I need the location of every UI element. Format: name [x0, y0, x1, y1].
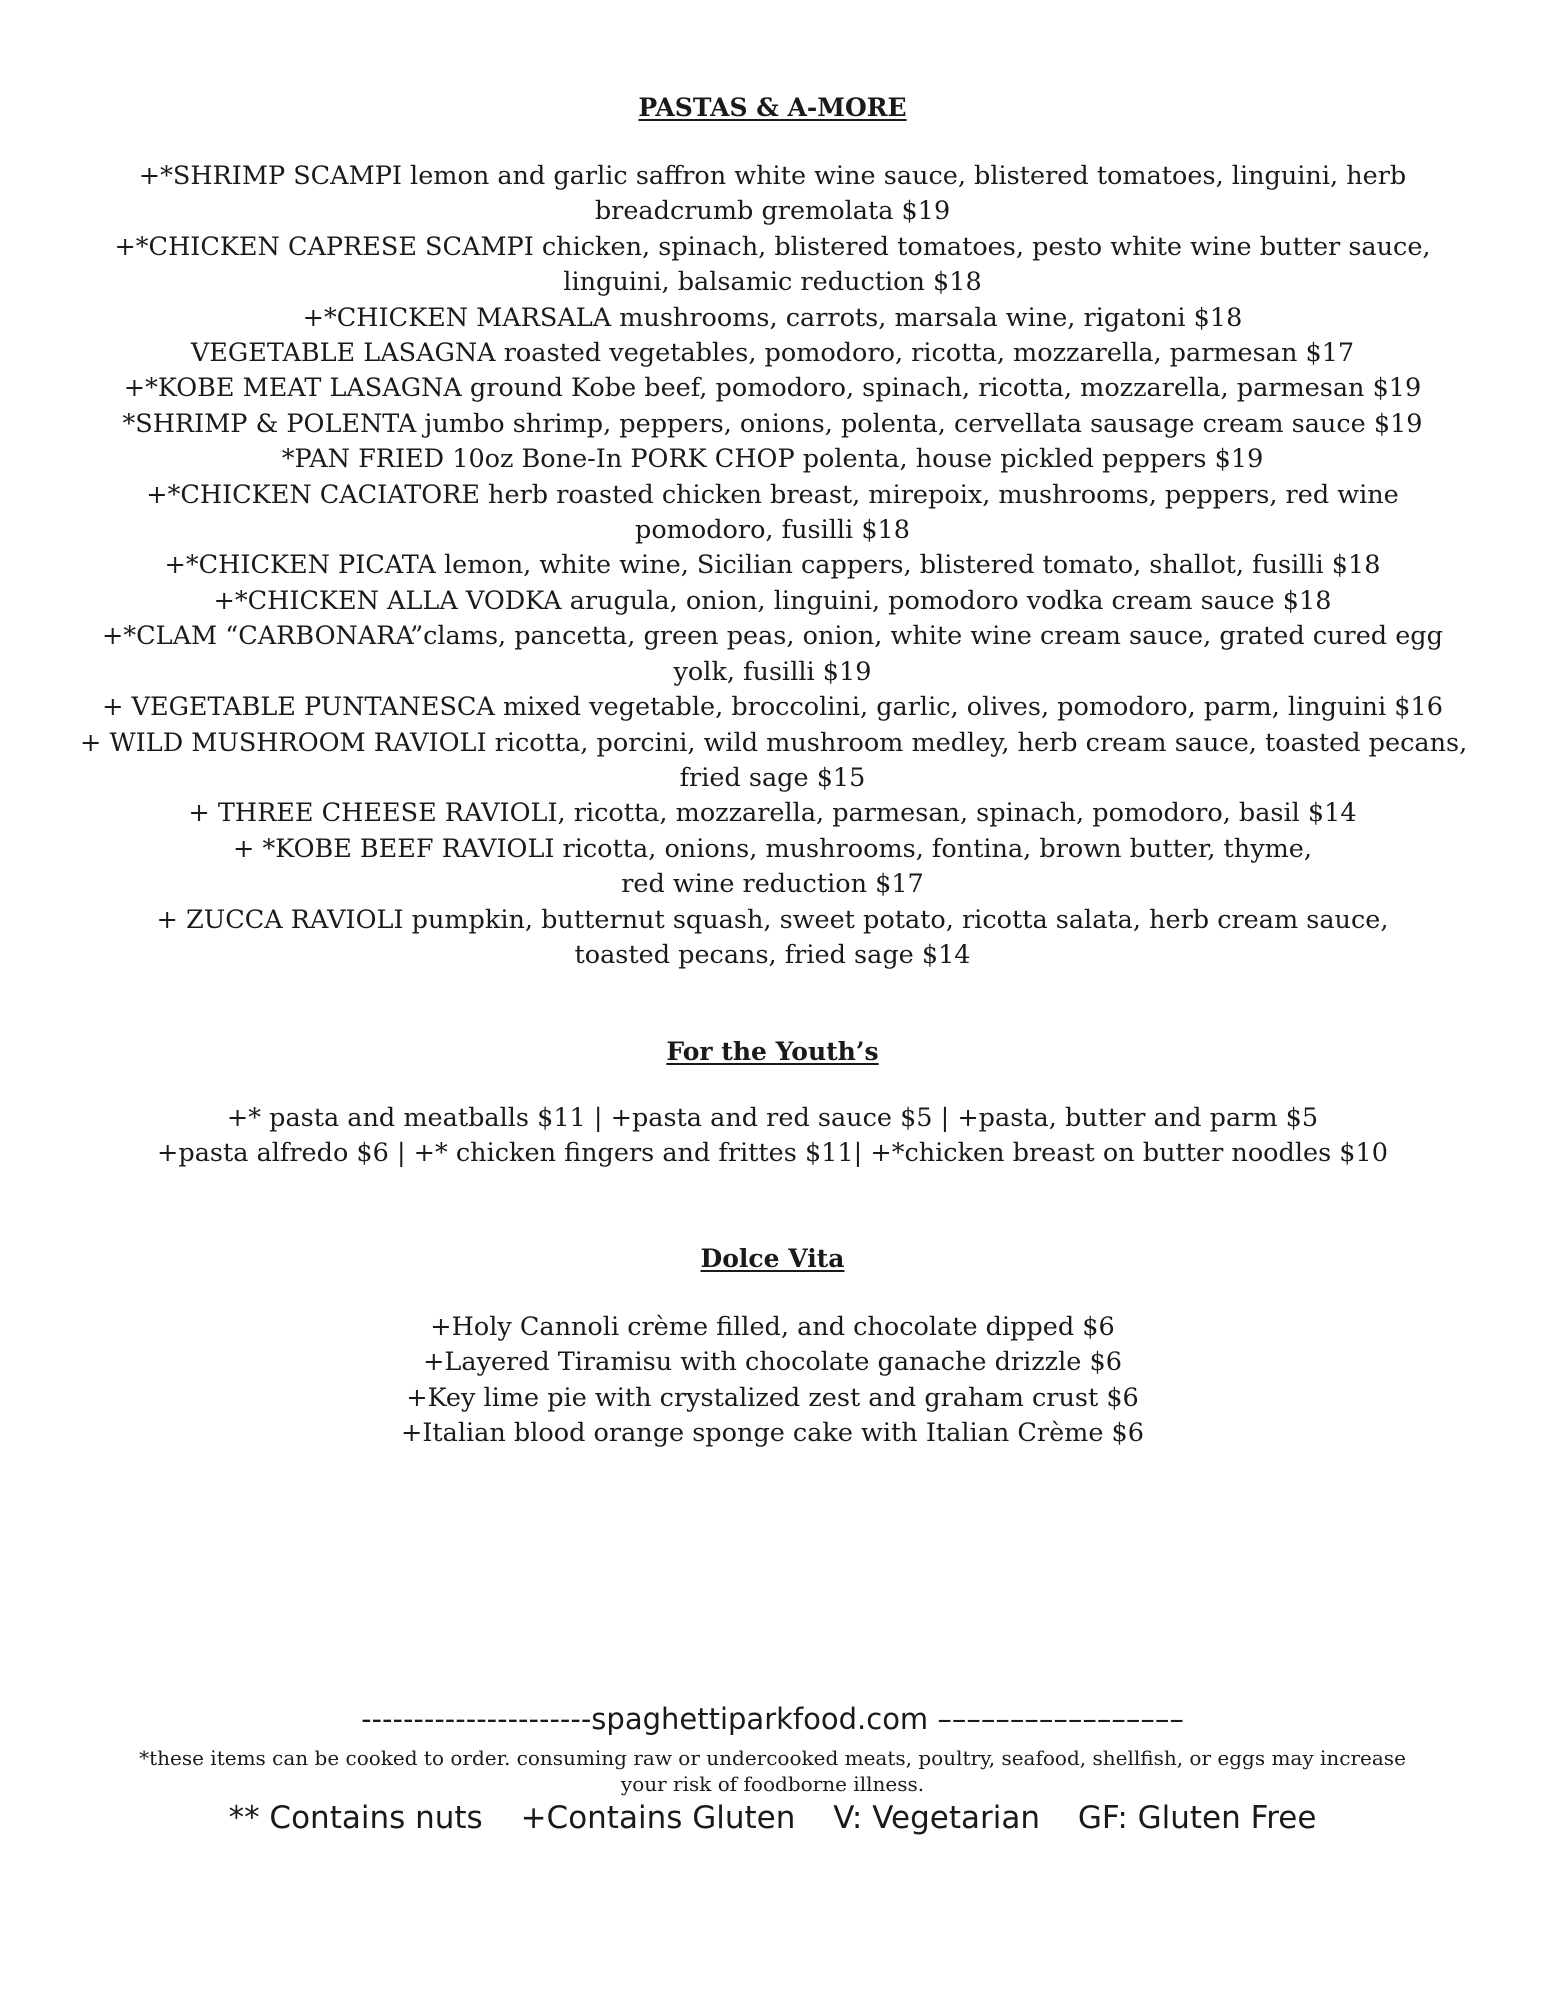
menu-item-line: +*CHICKEN MARSALA mushrooms, carrots, marsala wine, rigatoni $18 — [302, 302, 1243, 333]
menu-item-line: +Italian blood orange sponge cake with Italian Crème $6 — [400, 1418, 1144, 1449]
menu-item-line: + *KOBE BEEF RAVIOLI ricotta, onions, mushrooms, fontina, brown butter, thyme, — [232, 833, 1312, 864]
disclaimer-line: *these items can be cooked to order. consuming raw or undercooked meats, poultry, seafood, shellfish, or eggs may increase — [139, 1746, 1406, 1770]
menu-item-line: +*CLAM “CARBONARA”clams, pancetta, green peas, onion, white wine cream sauce, grated cured egg — [102, 621, 1443, 652]
disclaimer-line: your risk of foodborne illness. — [620, 1772, 925, 1796]
menu-item-line: breadcrumb gremolata $19 — [594, 196, 951, 227]
youth-items — [80, 1101, 1465, 1172]
menu-item-line: +*CHICKEN PICATA lemon, white wine, Sicilian cappers, blistered tomato, shallot, fusilli $18 — [164, 550, 1381, 581]
menu-item-line: + THREE CHEESE RAVIOLI, ricotta, mozzarella, parmesan, spinach, pomodoro, basil $14 — [188, 798, 1357, 829]
dolce-section — [80, 1244, 1465, 1452]
youth-heading: For the Youth’s — [666, 1037, 879, 1066]
menu-item-line: + ZUCCA RAVIOLI pumpkin, butternut squash, sweet potato, ricotta salata, herb cream sauce, — [156, 904, 1389, 935]
menu-item-line: toasted pecans, fried sage $14 — [574, 939, 971, 970]
dolce-items — [80, 1310, 1465, 1452]
menu-item-line: +*CHICKEN ALLA VODKA arugula, onion, linguini, pomodoro vodka cream sauce $18 — [213, 585, 1332, 616]
menu-item-line: +*CHICKEN CAPRESE SCAMPI chicken, spinach, blistered tomatoes, pesto white wine butter sauce, — [114, 231, 1431, 262]
menu-item-line: yolk, fusilli $19 — [673, 656, 872, 687]
dolce-heading: Dolce Vita — [700, 1244, 845, 1273]
legend-nuts: ** Contains nuts — [228, 1800, 483, 1836]
menu-item-line: +*KOBE MEAT LASAGNA ground Kobe beef, pomodoro, spinach, ricotta, mozzarella, parmesan $19 — [123, 373, 1422, 404]
disclaimer — [80, 1745, 1465, 1797]
menu-item-line: +*SHRIMP SCAMPI lemon and garlic saffron white wine sauce, blistered tomatoes, linguini, herb — [138, 161, 1407, 191]
menu-item-line: +pasta alfredo $6 | +* chicken fingers and frittes $11| +*chicken breast on butter noodles $10 — [157, 1138, 1388, 1169]
pastas-items — [80, 159, 1468, 973]
menu-item-line: *PAN FRIED 10oz Bone-In PORK CHOP polenta, house pickled peppers $19 — [281, 444, 1264, 475]
menu-item-line: + WILD MUSHROOM RAVIOLI ricotta, porcini, wild mushroom medley, herb cream sauce, toasted pecans, — [80, 727, 1468, 758]
menu-item-line: pomodoro, fusilli $18 — [635, 515, 910, 546]
menu-item-line: linguini, balsamic reduction $18 — [563, 267, 982, 298]
menu-item-line: *SHRIMP & POLENTA jumbo shrimp, peppers, onions, polenta, cervellata sausage cream sauce $19 — [122, 408, 1423, 439]
menu-item-line: fried sage $15 — [679, 762, 866, 793]
menu-item-line: +* pasta and meatballs $11 | +pasta and red sauce $5 | +pasta, butter and parm $5 — [226, 1103, 1319, 1133]
legend-gluten: +Contains Gluten — [520, 1800, 796, 1836]
legend-gluten-free: GF: Gluten Free — [1077, 1800, 1317, 1836]
menu-item-line: +Key lime pie with crystalized zest and graham crust $6 — [406, 1382, 1139, 1413]
menu-item-line: +*CHICKEN CACIATORE herb roasted chicken breast, mirepoix, mushrooms, peppers, red wine — [146, 479, 1399, 510]
menu-item-line: + VEGETABLE PUNTANESCA mixed vegetable, broccolini, garlic, olives, pomodoro, parm, linguini $16 — [102, 692, 1443, 723]
website-link[interactable]: ----------------------spaghettiparkfood.com ––––––––––––––––– — [361, 1702, 1184, 1736]
menu-item-line: +Holy Cannoli crème filled, and chocolate dipped $6 — [430, 1312, 1115, 1342]
legend-vegetarian: V: Vegetarian — [833, 1800, 1041, 1836]
menu-item-line: red wine reduction $17 — [621, 869, 924, 900]
pastas-section — [80, 93, 1468, 973]
menu-item-line: VEGETABLE LASAGNA roasted vegetables, pomodoro, ricotta, mozzarella, parmesan $17 — [190, 338, 1355, 369]
pastas-heading: PASTAS & A-MORE — [638, 93, 907, 122]
allergen-legend — [80, 1799, 1465, 1837]
youth-section — [80, 1037, 1465, 1172]
menu-item-line: +Layered Tiramisu with chocolate ganache drizzle $6 — [423, 1347, 1122, 1378]
